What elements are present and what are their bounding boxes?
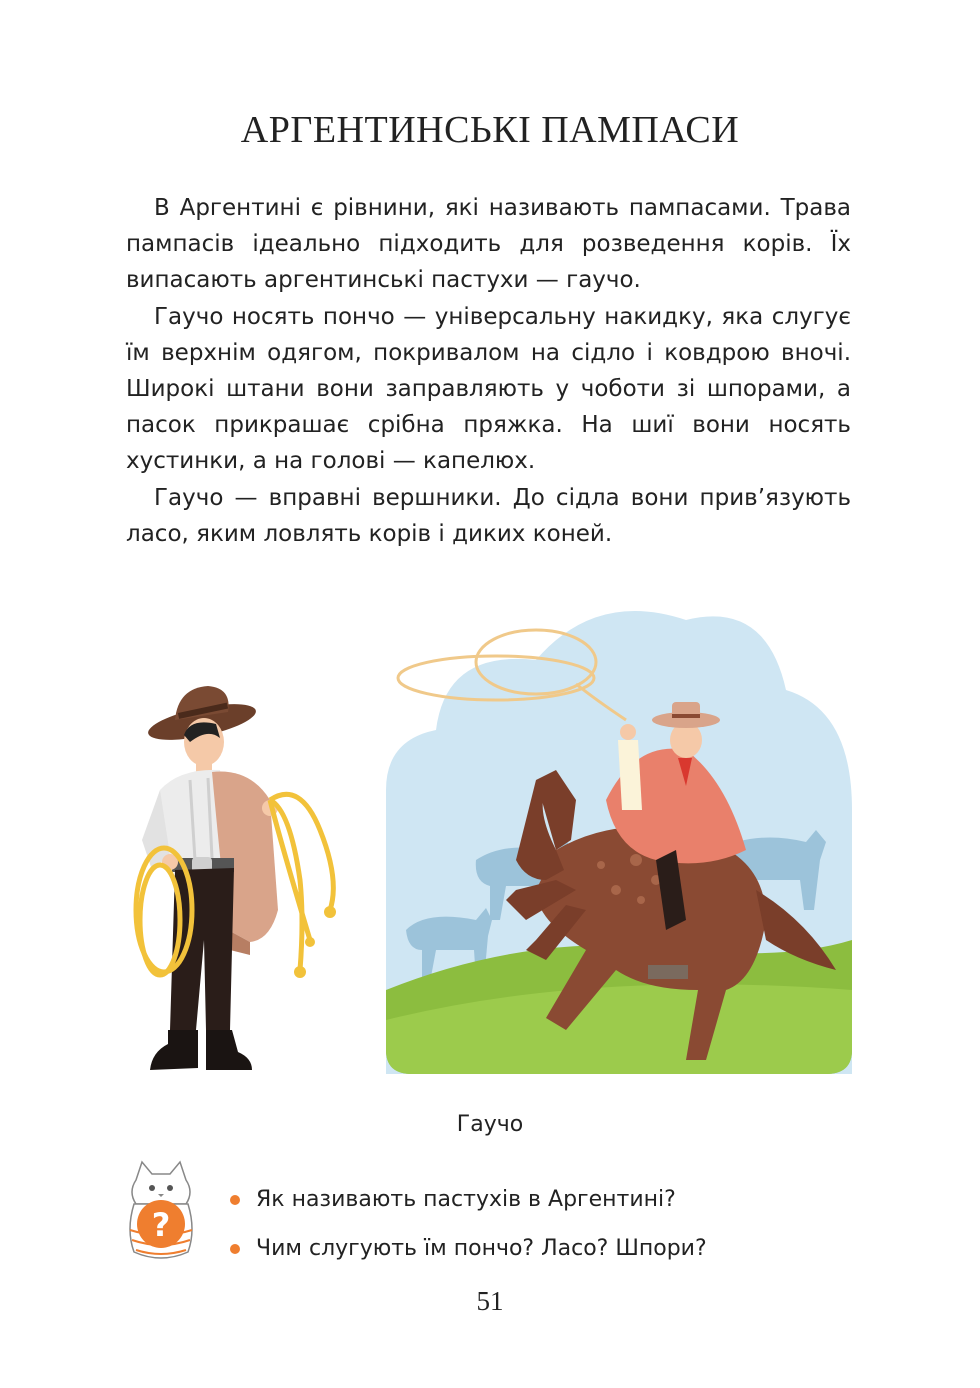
page-title: АРГЕНТИНСЬКІ ПАМПАСИ (240, 109, 740, 151)
cat-question-icon (124, 1160, 198, 1264)
paragraph: Гаучо — вправні вершники. До сідла вони прив’язують ласо, яким ловлять корів і диких коней. (126, 484, 851, 547)
list-item (228, 1229, 707, 1278)
paragraph: Гаучо носять пончо — універсальну накидку, яка слугує їм верхнім одягом, покривалом на сідло і ковдрою вночі. Широкі штани вони заправляють у чоботи зі шпорами, а пасок прикрашає срібна пряжка. На шиї вони носять хустинки, а на голові — капелюх. (126, 303, 851, 475)
page-number: 51 (476, 1286, 504, 1316)
question-list (228, 1180, 707, 1278)
bullet-icon (230, 1244, 240, 1254)
body-text (126, 190, 851, 552)
question-text: Як називають пастухів в Аргентині? (256, 1187, 676, 1212)
list-item (228, 1180, 707, 1229)
riding-gaucho-illustration (386, 590, 852, 1074)
question-text: Чим слугують їм пончо? Ласо? Шпори? (256, 1236, 707, 1261)
figure-caption: Гаучо (456, 1112, 524, 1137)
standing-gaucho-illustration (120, 680, 360, 1080)
svg-text:?: ? (151, 1206, 171, 1244)
bullet-icon (230, 1195, 240, 1205)
paragraph: В Аргентині є рівнини, які називають пампасами. Трава пампасів ідеально підходить для розведення корів. Їх випасають аргентинські пастухи — гаучо. (126, 195, 851, 294)
